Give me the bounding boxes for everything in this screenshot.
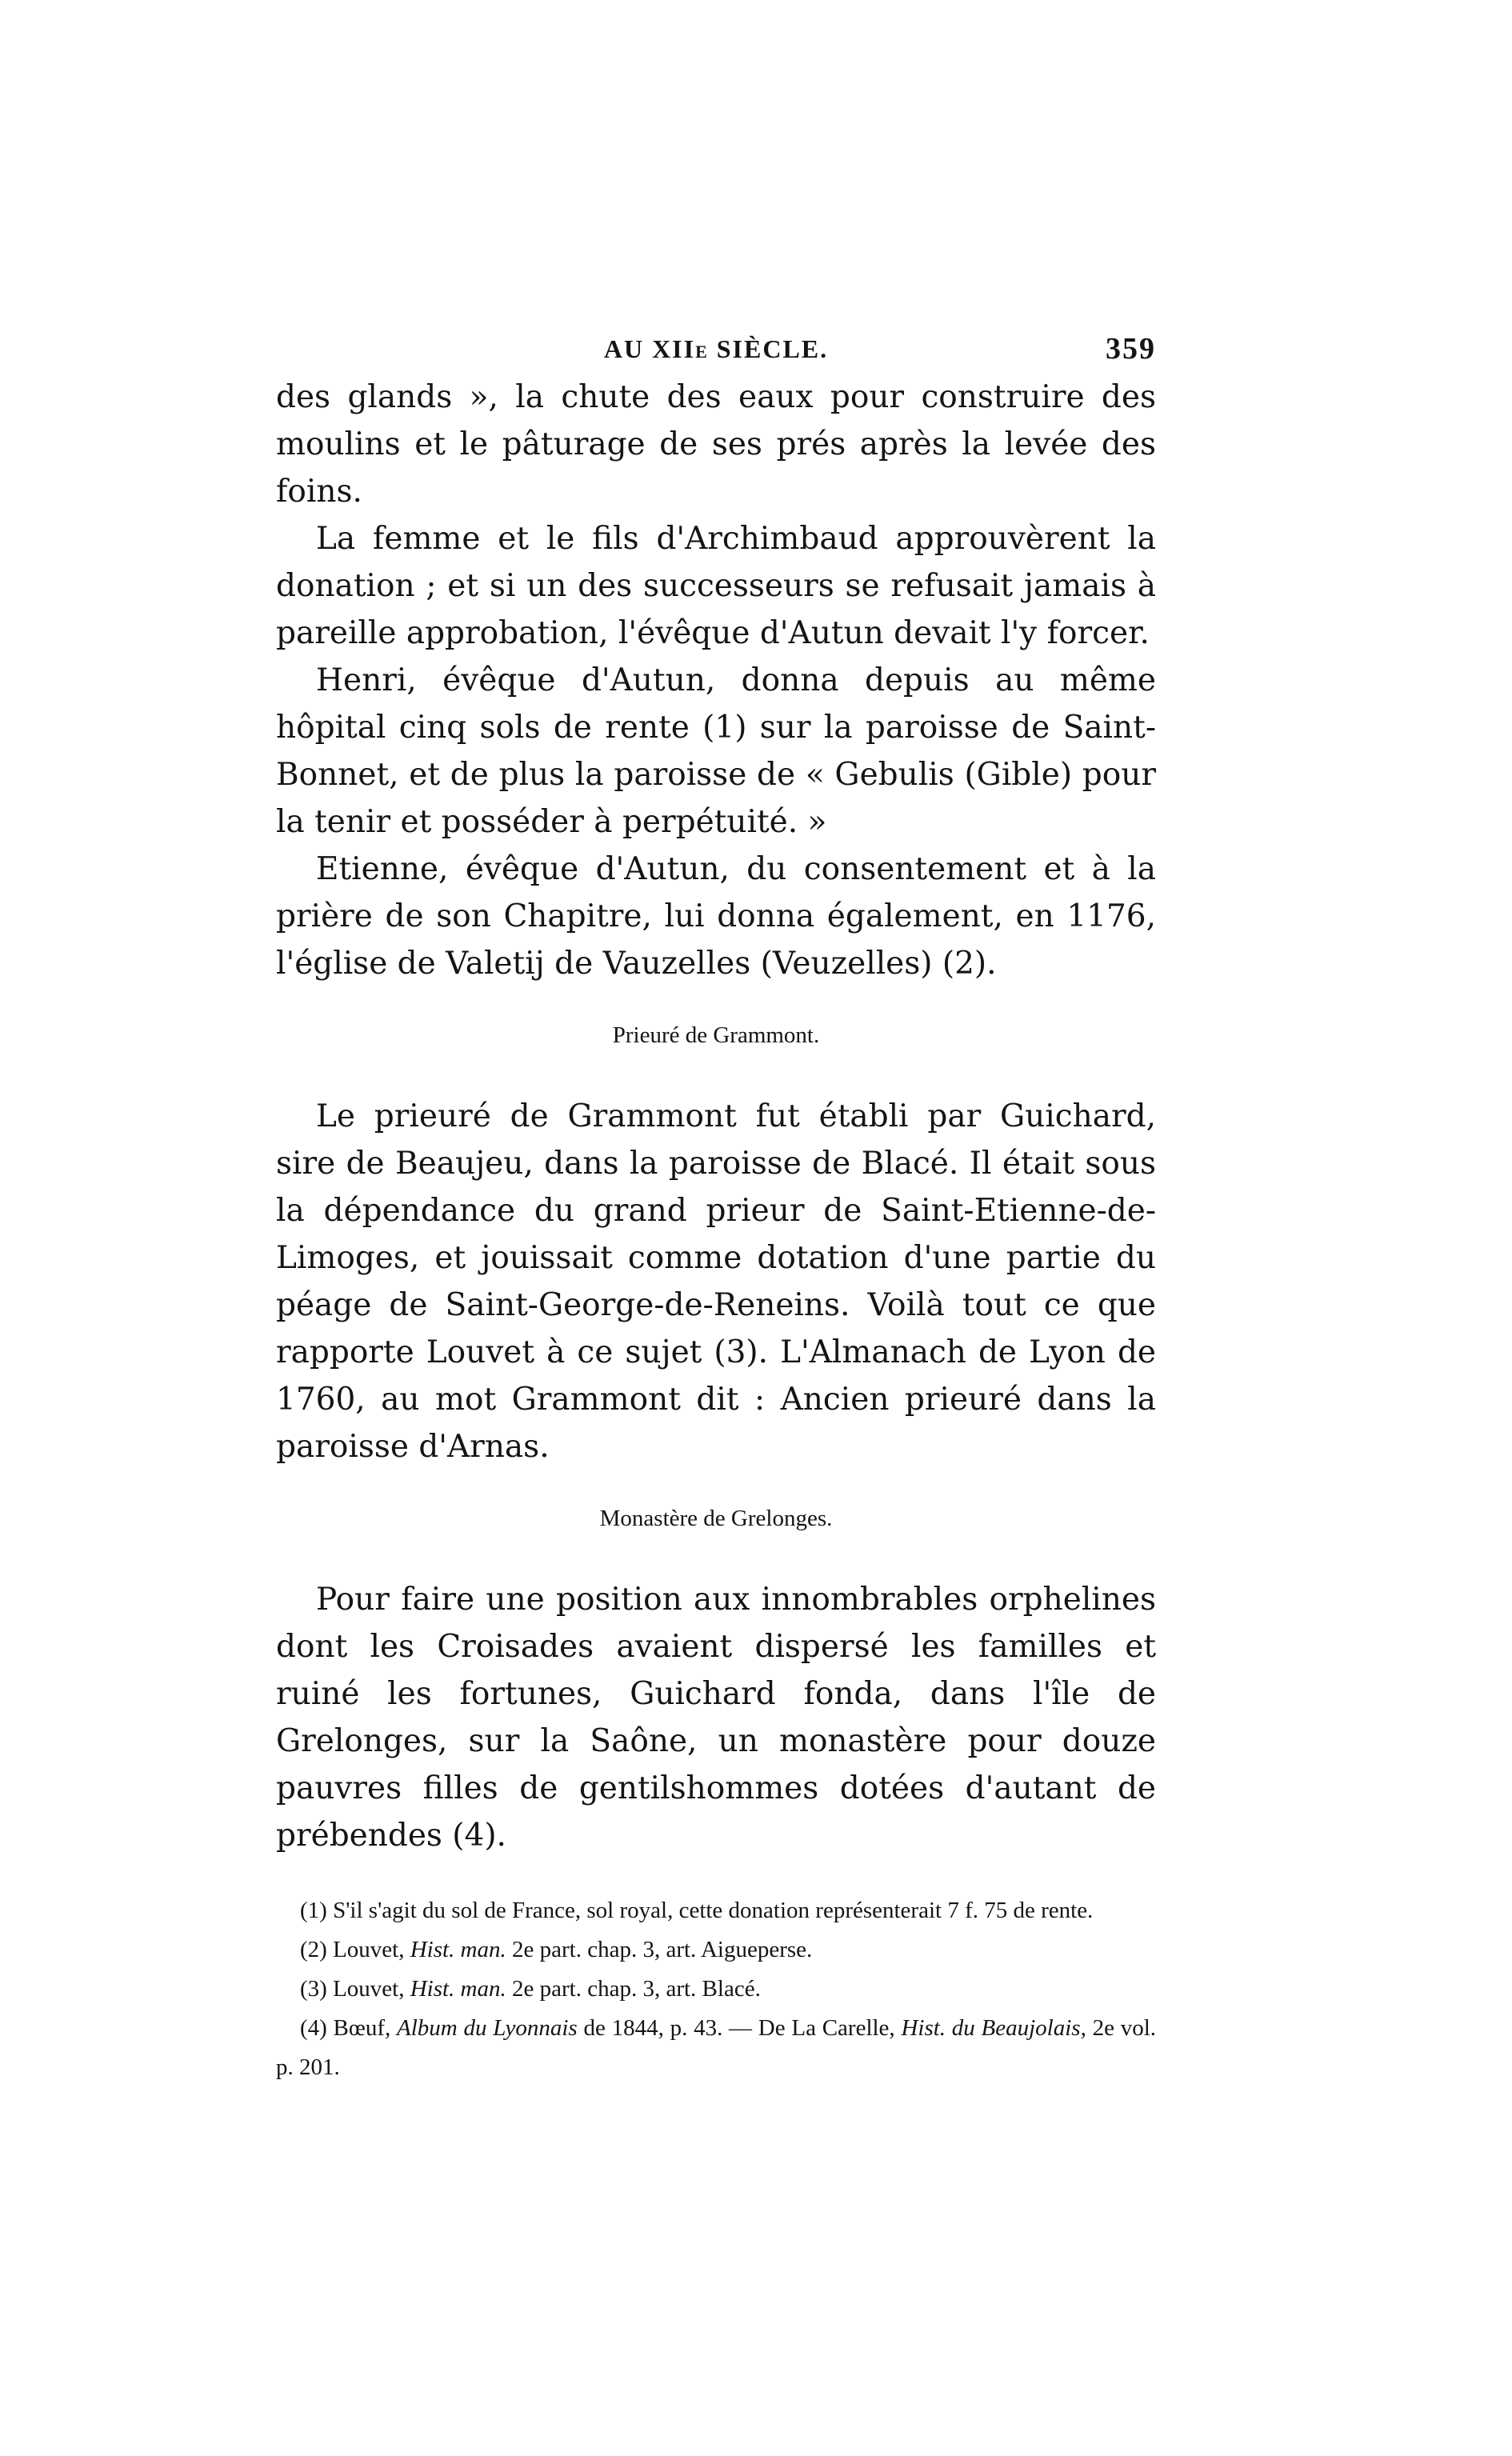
running-head-title: AU XIIe SIÈCLE. (603, 334, 829, 363)
page-number: 359 (1106, 332, 1156, 366)
section-heading-grelonges: Monastère de Grelonges. (599, 1506, 833, 1531)
footnote-1: (1) S'il s'agit du sol de France, sol royal, cette donation représenterait 7 f. 75 de rente. (300, 1898, 1094, 1923)
footnote-2-work: Hist. man. (410, 1937, 506, 1962)
running-head (276, 324, 1156, 374)
section-heading-grammont: Prieuré de Grammont. (612, 1022, 820, 1048)
paragraph-grammont: Le prieuré de Grammont fut établi par Guichard, sire de Beaujeu, dans la paroisse de Blacé. Il était sous la dépendance du grand prieur de Saint-Etienne-de-Limoges, et jouissait comme dotation d'une partie du péage de Saint-George-de-Reneins. Voilà tout ce que rapporte Louvet à ce sujet (3). L'Almanach de Lyon de 1760, au mot Grammont dit : Ancien prieuré dans la paroisse d'Arnas. (276, 1098, 1156, 1465)
footnotes (276, 1891, 1156, 2087)
footnote-4-work: Album du Lyonnais (397, 2015, 578, 2041)
paragraph-etienne: Etienne, évêque d'Autun, du consentement et à la prière de son Chapitre, lui donna également, en 1176, l'église de Valetij de Vauzelles (Veuzelles) (2). (276, 851, 1156, 982)
paragraph-continuation: des glands », la chute des eaux pour construire des moulins et le pâturage de ses prés après la levée des foins. (276, 379, 1156, 510)
footnote-4-ref: de 1844, p. 43. — De La Carelle, (583, 2015, 895, 2041)
footnote-2-ref: 2e part. chap. 3, art. Aigueperse. (512, 1937, 813, 1962)
footnote-2-author: (2) Louvet, (300, 1937, 405, 1962)
footnote-3-work: Hist. man. (410, 1976, 506, 2002)
footnote-4-author: (4) Bœuf, (300, 2015, 391, 2041)
footnote-3 (276, 1970, 1156, 2009)
footnote-2 (276, 1930, 1156, 1970)
footnote-4 (276, 2009, 1156, 2087)
footnote-3-author: (3) Louvet, (300, 1976, 405, 2002)
book-page (276, 324, 1156, 2087)
paragraph-henri: Henri, évêque d'Autun, donna depuis au même hôpital cinq sols de rente (1) sur la paroisse de Saint-Bonnet, et de plus la paroisse de « Gebulis (Gible) pour la tenir et posséder à perpétuité. » (276, 662, 1156, 840)
footnote-4-work-2: Hist. du Beaujolais, (901, 2015, 1086, 2041)
footnote-3-ref: 2e part. chap. 3, art. Blacé. (512, 1976, 761, 2002)
paragraph-archimbaud: La femme et le fils d'Archimbaud approuvèrent la donation ; et si un des successeurs se refusait jamais à pareille approbation, l'évêque d'Autun devait l'y forcer. (276, 521, 1156, 651)
paragraph-grelonges: Pour faire une position aux innombrables orphelines dont les Croisades avaient dispersé les familles et ruiné les fortunes, Guichard fonda, dans l'île de Grelonges, sur la Saône, un monastère pour douze pauvres filles de gentilshommes dotées d'autant de prébendes (4). (276, 1582, 1156, 1854)
footnote-4-ref-2: 2e vol. p. 201. (276, 2015, 1157, 2080)
